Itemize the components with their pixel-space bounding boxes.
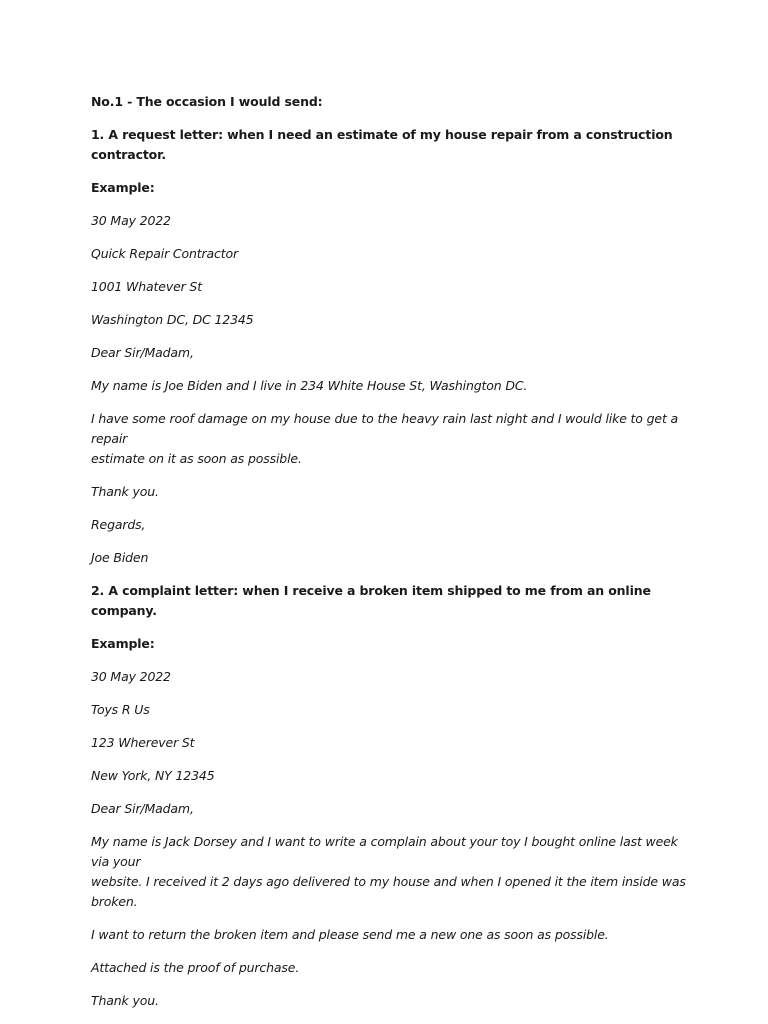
letter-1-greeting: Dear Sir/Madam, (91, 345, 194, 360)
letter-1-closing: Regards, (91, 517, 146, 532)
letter-1-address-line-2: Washington DC, DC 12345 (91, 312, 254, 327)
section-2-lead: 2. A complaint letter: (91, 583, 239, 598)
section-2-text: when I receive a broken item shipped to me from an online company. (91, 583, 651, 618)
letter-1-paragraph-2-line-1: I have some roof damage on my house due to the heavy rain last night and I would like to get a repair (91, 411, 679, 446)
letter-2-date: 30 May 2022 (91, 669, 171, 684)
letter-1-address-line-1: 1001 Whatever St (91, 279, 202, 294)
letter-2-greeting: Dear Sir/Madam, (91, 801, 194, 816)
section-1-intro (91, 125, 691, 165)
letter-1-paragraph-2-line-2: estimate on it as soon as possible. (91, 451, 302, 466)
document-body (91, 92, 691, 1024)
section-2-example-label: Example: (91, 636, 155, 651)
letter-2-paragraph-1 (91, 832, 691, 912)
section-1-example-label: Example: (91, 180, 155, 195)
document-heading: No.1 - The occasion I would send: (91, 94, 323, 109)
letter-2-paragraph-2: I want to return the broken item and please send me a new one as soon as possible. (91, 927, 609, 942)
letter-1-signature: Joe Biden (91, 550, 149, 565)
letter-1-paragraph-1: My name is Joe Biden and I live in 234 White House St, Washington DC. (91, 378, 528, 393)
letter-1-date: 30 May 2022 (91, 213, 171, 228)
letter-2-paragraph-1-line-1: My name is Jack Dorsey and I want to write a complain about your toy I bought online last week via your (91, 834, 678, 869)
letter-2-address-line-1: 123 Wherever St (91, 735, 195, 750)
letter-1-recipient: Quick Repair Contractor (91, 246, 238, 261)
section-1-text: when I need an estimate of my house repair from a construction contractor. (91, 127, 673, 162)
letter-1-thanks: Thank you. (91, 484, 159, 499)
section-2-intro (91, 581, 691, 621)
letter-1-paragraph-2 (91, 409, 691, 469)
letter-2-paragraph-1-line-2: website. I received it 2 days ago delivered to my house and when I opened it the item inside was broken. (91, 874, 686, 909)
letter-2-address-line-2: New York, NY 12345 (91, 768, 215, 783)
letter-2-paragraph-3: Attached is the proof of purchase. (91, 960, 300, 975)
section-1-lead: 1. A request letter: (91, 127, 223, 142)
letter-2-recipient: Toys R Us (91, 702, 150, 717)
letter-2-thanks: Thank you. (91, 993, 159, 1008)
